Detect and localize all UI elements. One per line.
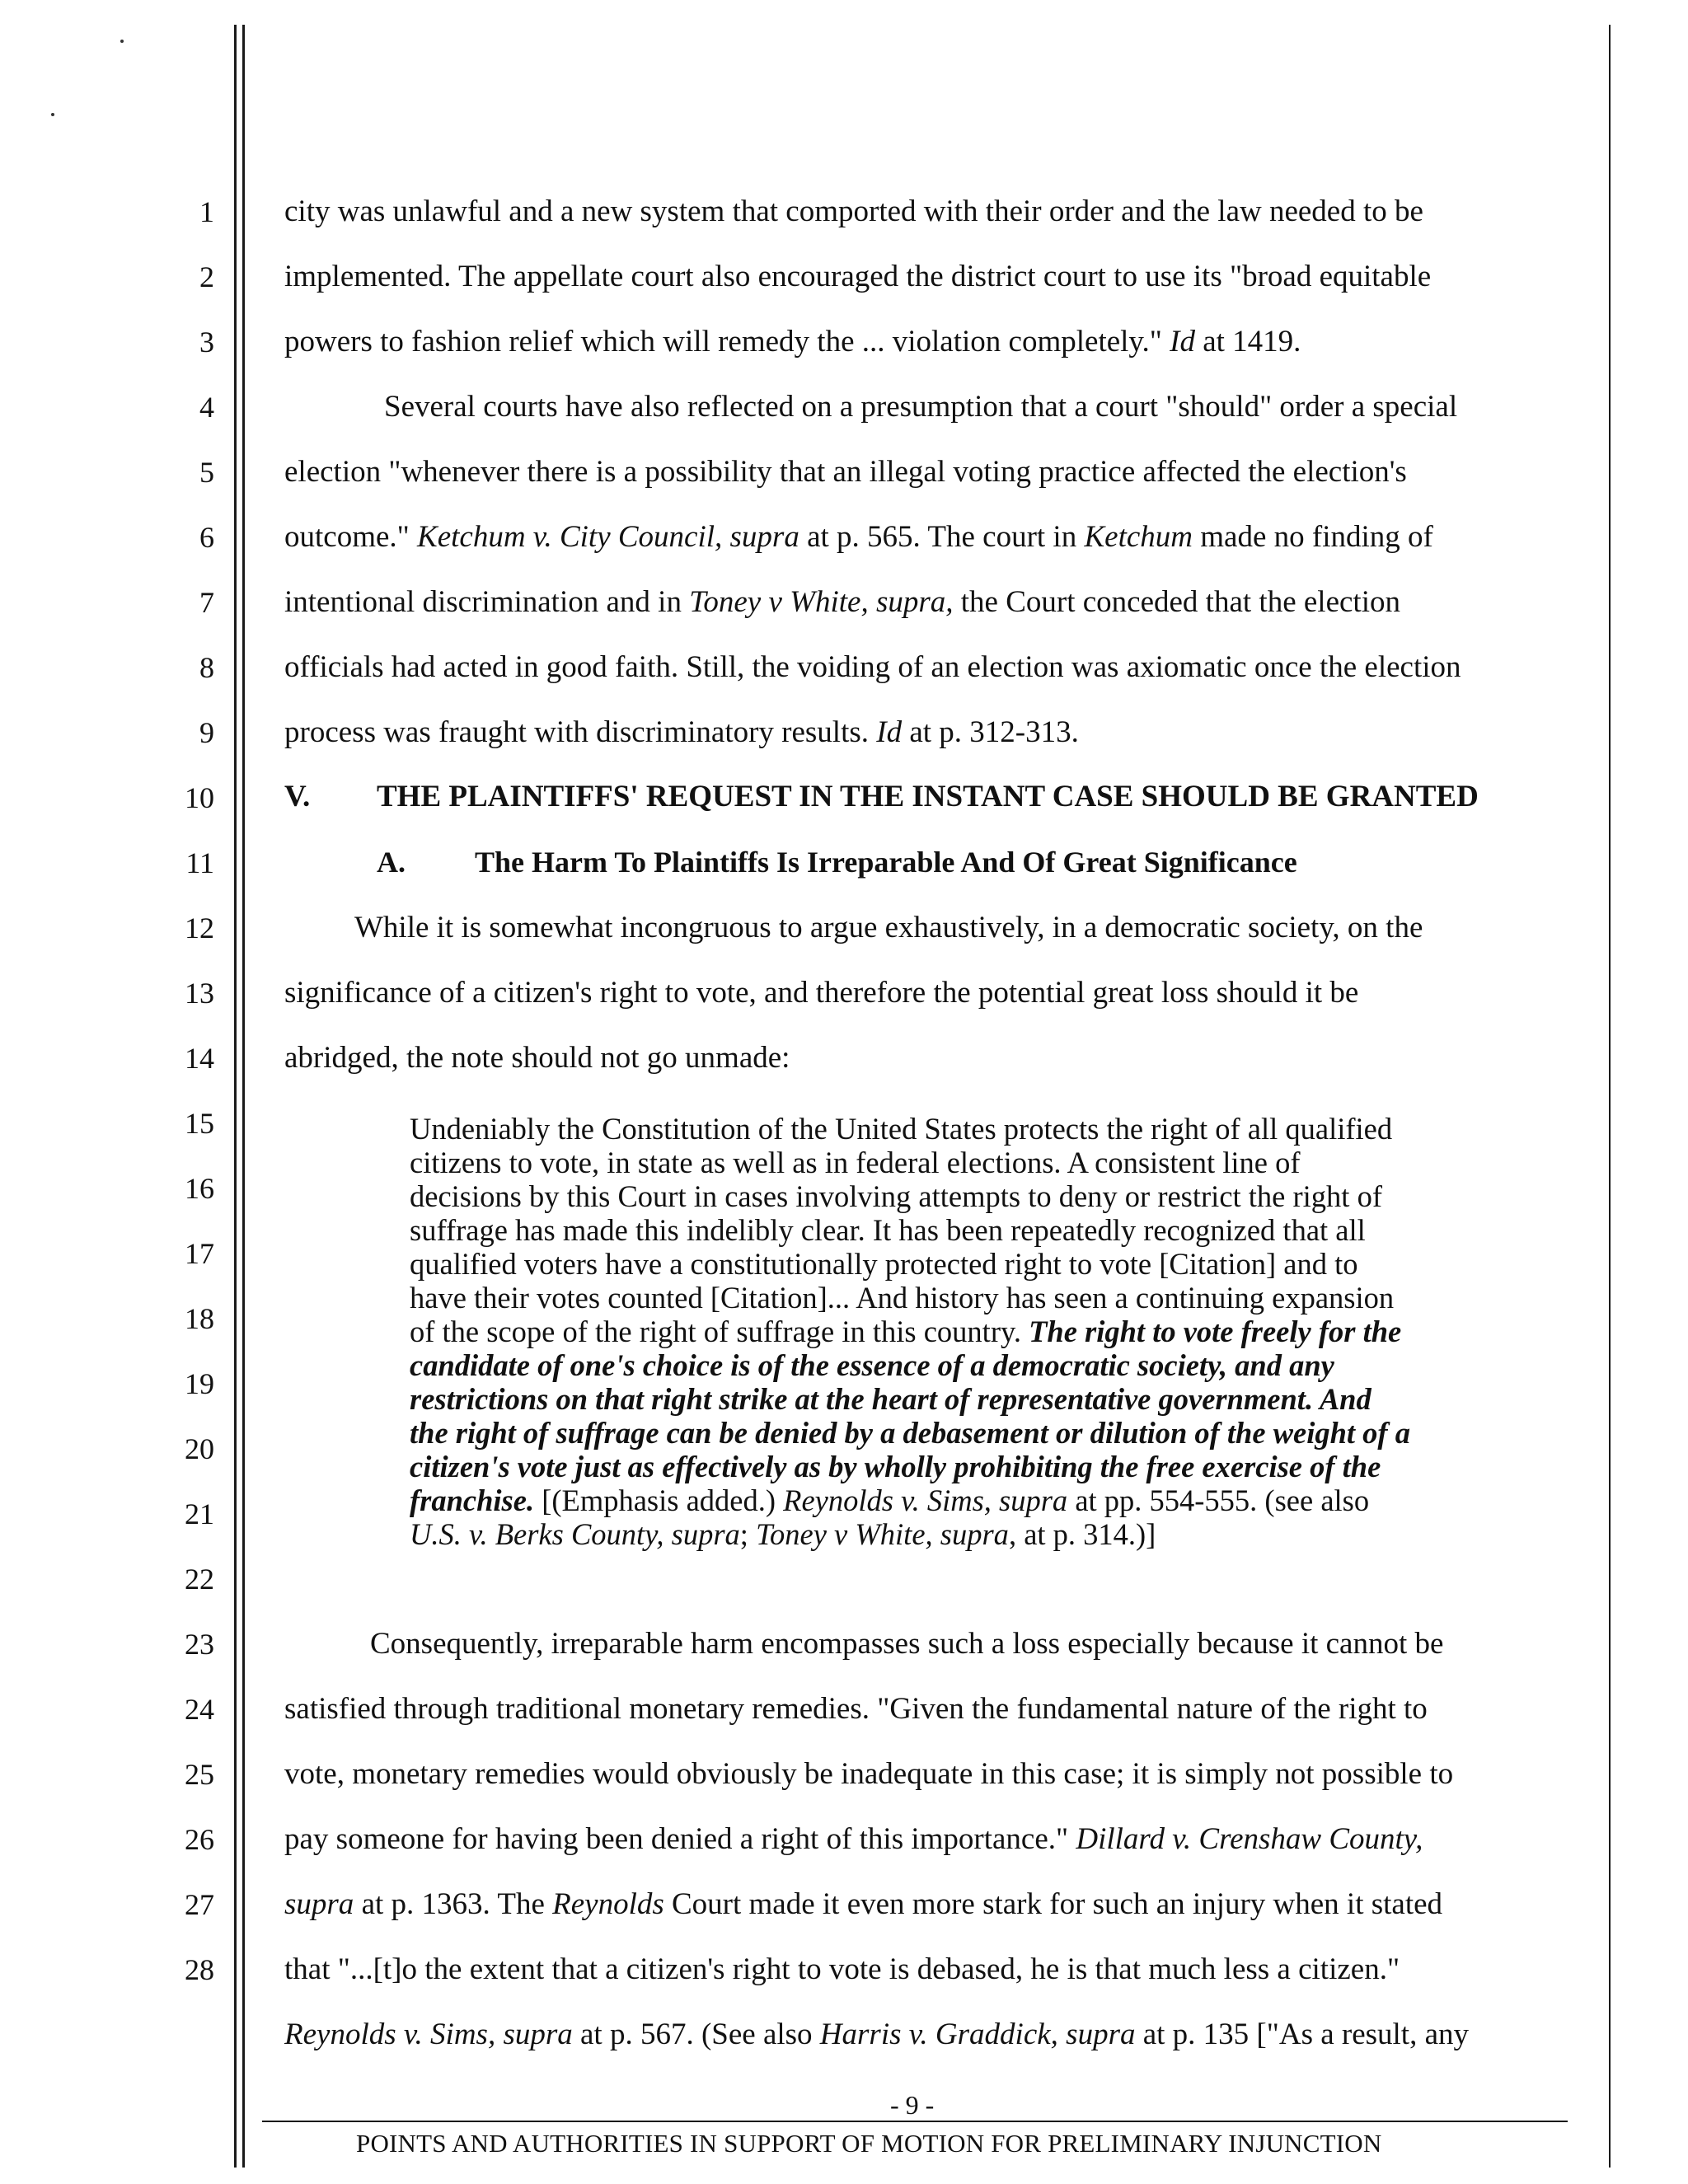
line-number: 7 — [199, 586, 214, 619]
body-line-3: powers to fashion relief which will remedy the ... violation completely." Id at 1419. — [284, 325, 1301, 359]
quote-line: suffrage has made this indelibly clear. It has been repeatedly recognized that all — [410, 1213, 1366, 1247]
line-number: 21 — [185, 1497, 214, 1530]
line-number: 17 — [185, 1237, 214, 1270]
line-number: 4 — [199, 391, 214, 424]
section-heading-v-title: THE PLAINTIFFS' REQUEST IN THE INSTANT CASE SHOULD BE GRANTED — [377, 780, 1479, 813]
body-line-5: election "whenever there is a possibility that an illegal voting practice affected the election's — [284, 455, 1407, 489]
line-number: 2 — [199, 260, 214, 293]
subsection-heading-a-title: The Harm To Plaintiffs Is Irreparable And Of Great Significance — [475, 846, 1297, 879]
body-line-22: Consequently, irreparable harm encompasses such a loss especially because it cannot be — [370, 1627, 1444, 1661]
left-margin-rule-inner — [242, 25, 245, 2168]
line-number: 13 — [185, 977, 214, 1010]
scan-speck — [120, 40, 124, 43]
line-number: 22 — [185, 1563, 214, 1596]
line-number: 11 — [185, 846, 214, 879]
quote-line: qualified voters have a constitutionally protected right to vote [Citation] and to — [410, 1247, 1358, 1281]
body-line-4: Several courts have also reflected on a presumption that a court "should" order a special — [384, 390, 1458, 424]
line-number: 5 — [199, 456, 214, 489]
body-line-13: significance of a citizen's right to vote, and therefore the potential great loss should it be — [284, 976, 1359, 1010]
quote-line: franchise. [(Emphasis added.) Reynolds v. Sims, supra at pp. 554-555. (see also — [410, 1483, 1370, 1517]
right-margin-rule — [1609, 25, 1611, 2168]
line-number: 19 — [185, 1367, 214, 1400]
body-line-7: intentional discrimination and in Toney v White, supra, the Court conceded that the election — [284, 585, 1400, 619]
footer-document-title: POINTS AND AUTHORITIES IN SUPPORT OF MOTION FOR PRELIMINARY INJUNCTION — [356, 2129, 1382, 2158]
quote-line: U.S. v. Berks County, supra; Toney v White, supra, at p. 314.)] — [410, 1517, 1156, 1551]
body-line-2: implemented. The appellate court also encouraged the district court to use its "broad equitable — [284, 260, 1432, 293]
line-number: 26 — [185, 1823, 214, 1856]
body-line-26: supra at p. 1363. The Reynolds Court made it even more stark for such an injury when it stated — [284, 1887, 1443, 1921]
line-number: 16 — [185, 1172, 214, 1205]
left-margin-rule-outer — [234, 25, 237, 2168]
body-line-24: vote, monetary remedies would obviously be inadequate in this case; it is simply not possible to — [284, 1757, 1454, 1791]
quote-line: citizens to vote, in state as well as in federal elections. A consistent line of — [410, 1146, 1301, 1179]
body-line-27: that "...[t]o the extent that a citizen's right to vote is debased, he is that much less a citizen." — [284, 1952, 1400, 1986]
body-line-12: While it is somewhat incongruous to argue exhaustively, in a democratic society, on the — [354, 911, 1423, 944]
line-number: 18 — [185, 1302, 214, 1335]
body-line-28: Reynolds v. Sims, supra at p. 567. (See also Harris v. Graddick, supra at p. 135 ["As a result, any — [284, 2018, 1470, 2051]
line-number: 25 — [185, 1758, 214, 1791]
page-number: - 9 - — [890, 2090, 935, 2120]
line-number: 24 — [185, 1693, 214, 1726]
scan-speck — [51, 113, 54, 116]
quote-line: of the scope of the right of suffrage in this country. The right to vote freely for the — [410, 1315, 1402, 1348]
body-line-25: pay someone for having been denied a right of this importance." Dillard v. Crenshaw County, — [284, 1822, 1423, 1856]
line-number: 27 — [185, 1888, 214, 1921]
subsection-heading-a-number: A. — [377, 846, 406, 879]
body-line-9: process was fraught with discriminatory results. Id at p. 312-313. — [284, 715, 1079, 749]
section-number: V. — [284, 780, 311, 813]
line-number: 15 — [185, 1107, 214, 1140]
line-number: 1 — [199, 195, 214, 228]
quote-line-emphasis: citizen's vote just as effectively as by wholly prohibiting the free exercise of the — [410, 1450, 1381, 1483]
line-number: 23 — [185, 1628, 214, 1661]
line-number: 28 — [185, 1953, 214, 1986]
quote-line: Undeniably the Constitution of the United States protects the right of all qualified — [410, 1112, 1393, 1146]
line-number: 9 — [199, 716, 214, 749]
body-line-6: outcome." Ketchum v. City Council, supra at p. 565. The court in Ketchum made no finding of — [284, 520, 1433, 554]
footer-rule — [262, 2121, 1568, 2122]
body-line-8: officials had acted in good faith. Still, the voiding of an election was axiomatic once the election — [284, 650, 1461, 684]
quote-line-emphasis: candidate of one's choice is of the essence of a democratic society, and any — [410, 1348, 1334, 1382]
body-line-23: satisfied through traditional monetary remedies. "Given the fundamental nature of the right to — [284, 1692, 1428, 1726]
body-line-14: abridged, the note should not go unmade: — [284, 1041, 790, 1075]
section-heading-v — [284, 779, 310, 815]
quote-line-emphasis: restrictions on that right strike at the heart of representative government. And — [410, 1382, 1372, 1416]
line-number: 12 — [185, 912, 214, 944]
quote-line-emphasis: the right of suffrage can be denied by a debasement or dilution of the weight of a — [410, 1416, 1410, 1450]
line-number: 10 — [185, 781, 214, 814]
body-line-1: city was unlawful and a new system that comported with their order and the law needed to be — [284, 194, 1423, 228]
line-number: 8 — [199, 651, 214, 684]
block-quote — [410, 1112, 1547, 1551]
quote-line: decisions by this Court in cases involving attempts to deny or restrict the right of — [410, 1179, 1382, 1213]
line-number: 3 — [199, 326, 214, 359]
line-number: 20 — [185, 1432, 214, 1465]
line-number: 6 — [199, 521, 214, 554]
quote-line: have their votes counted [Citation]... And history has seen a continuing expansion — [410, 1281, 1395, 1315]
line-number: 14 — [185, 1042, 214, 1075]
